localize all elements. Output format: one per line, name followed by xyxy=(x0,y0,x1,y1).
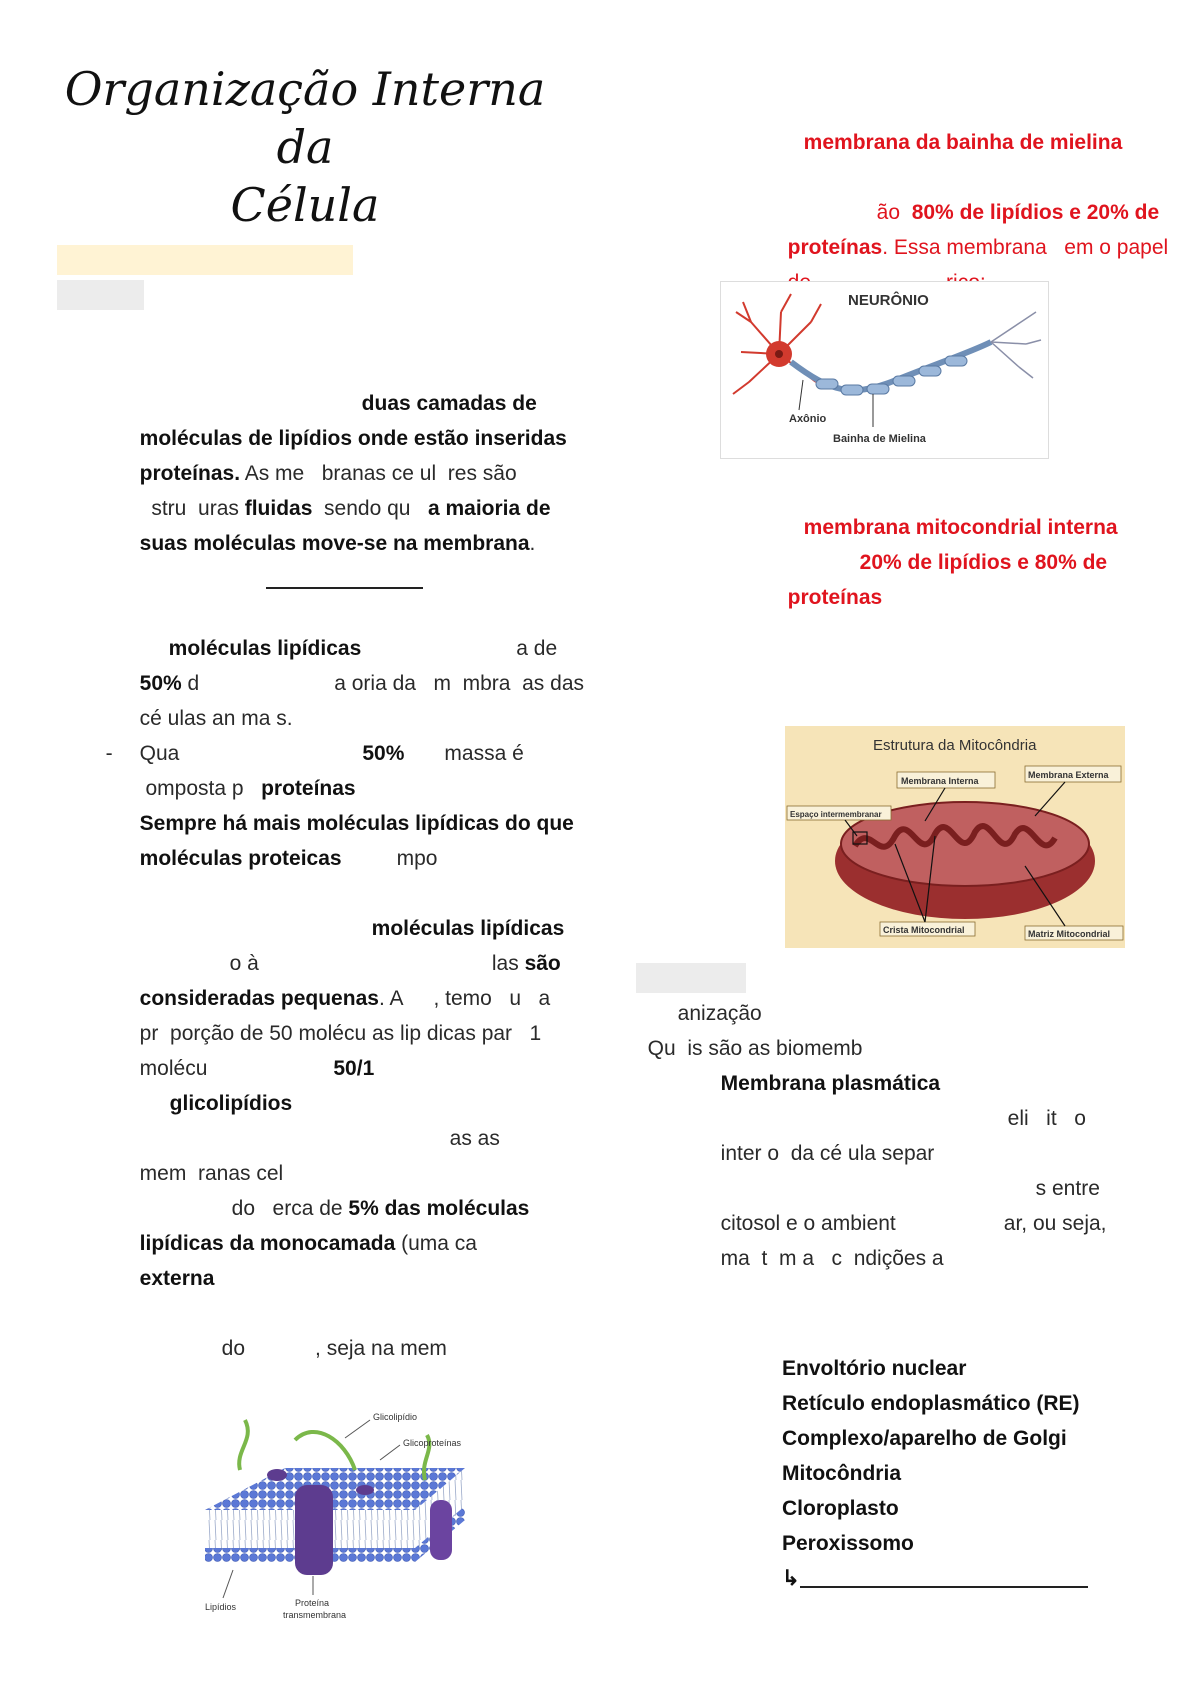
p3-line-6: glicolipídios xyxy=(169,1092,293,1115)
p2-line-4: Qua 50% massa é xyxy=(139,742,524,765)
list-item: Mitocôndria xyxy=(782,1462,901,1485)
label-glicolipidio: Glicolipídio xyxy=(373,1412,418,1422)
p1-line-3: proteínas. As me branas ce ul res são xyxy=(139,462,517,485)
cell-membrane-figure xyxy=(195,1400,505,1630)
page-title: Organização Interna da Célula xyxy=(64,62,546,232)
neuron-diagram xyxy=(721,282,1048,458)
p3-line-5: molécu 50/1 xyxy=(139,1057,375,1080)
list-item: Peroxissomo xyxy=(782,1532,914,1555)
subheading-highlight xyxy=(57,280,144,310)
p2-line-1: moléculas lipídicas a de xyxy=(168,637,558,660)
label-espaco: Espaço intermembranar xyxy=(790,810,882,819)
label-bainha: Bainha de Mielina xyxy=(833,433,926,445)
p1-line-4: stru uras fluidas sendo qu a maioria de xyxy=(139,497,551,520)
heading-underline xyxy=(266,587,423,589)
membrane-diagram xyxy=(195,1400,505,1630)
blank-answer-line xyxy=(800,1586,1088,1588)
arrow-icon: ↳ xyxy=(782,1567,800,1590)
r-line-14: citosol e o ambient ar, ou seja, xyxy=(720,1212,1107,1235)
r-line-15: ma t m a c ndições a xyxy=(720,1247,944,1270)
label-matriz: Matriz Mitocondrial xyxy=(1028,929,1111,939)
r-line-7: proteínas xyxy=(787,586,883,609)
neuron-title: NEURÔNIO xyxy=(848,292,929,309)
r-line-1: membrana da bainha de mielina xyxy=(803,131,1123,154)
heading-highlight xyxy=(57,245,353,275)
p3-line-8: mem ranas cel xyxy=(139,1162,284,1185)
p1-line-5: suas moléculas move-se na membrana. xyxy=(139,532,536,555)
label-axonio: Axônio xyxy=(789,413,827,425)
r-line-2: ão 80% de lipídios e 20% de xyxy=(876,201,1160,224)
r-line-5: membrana mitocondrial interna xyxy=(803,516,1118,539)
mitochondria-diagram xyxy=(785,726,1125,948)
p3-line-11: externa xyxy=(139,1267,215,1290)
mitochondria-figure xyxy=(785,726,1125,948)
p3-line-3: consideradas pequenas. A , temo u a xyxy=(139,987,551,1010)
r-line-9: Qu is são as biomemb xyxy=(647,1037,863,1060)
label-membrana-interna: Membrana Interna xyxy=(901,776,979,786)
p2-line-7: moléculas proteicas mpo xyxy=(139,847,438,870)
p2-line-6: Sempre há mais moléculas lipídicas do que xyxy=(139,812,574,835)
p3-line-10: lipídicas da monocamada (uma ca xyxy=(139,1232,477,1255)
transmembrane-protein xyxy=(295,1485,333,1575)
r-line-11: eli it o xyxy=(1007,1107,1086,1130)
list-item: Complexo/aparelho de Golgi xyxy=(782,1427,1067,1450)
r-line-6: 20% de lipídios e 80% de xyxy=(859,551,1108,574)
label-transmembrana: transmembrana xyxy=(283,1610,347,1620)
p3-line-9: do erca de 5% das moléculas xyxy=(231,1197,530,1220)
p2-line-2: 50% d a oria da m mbra as das xyxy=(139,672,584,695)
r-line-12: inter o da cé ula separ xyxy=(720,1142,935,1165)
r-line-13: s entre xyxy=(1035,1177,1100,1200)
p2-bullet-dash: - xyxy=(105,742,113,765)
axon-terminals xyxy=(991,312,1041,378)
label-proteina: Proteína xyxy=(295,1598,330,1608)
p2-line-3: cé ulas an ma s. xyxy=(139,707,293,730)
r-line-3: proteínas. Essa membrana em o papel xyxy=(787,236,1169,259)
list-item: Cloroplasto xyxy=(782,1497,899,1520)
p3-line-4: pr porção de 50 molécu as lip dicas par 1 xyxy=(139,1022,542,1045)
p3-line-12: do , seja na mem xyxy=(221,1337,447,1360)
glycolipid-chain xyxy=(239,1420,248,1470)
neuron-figure xyxy=(720,281,1049,459)
p3-line-2: o à las são xyxy=(229,952,561,975)
r-line-8: anização xyxy=(677,1002,762,1025)
p1-line-1: duas camadas de xyxy=(361,392,537,415)
list-item: Envoltório nuclear xyxy=(782,1357,967,1380)
label-crista: Crista Mitocondrial xyxy=(883,925,965,935)
p2-line-5: omposta p proteínas xyxy=(139,777,356,800)
label-membrana-externa: Membrana Externa xyxy=(1028,770,1109,780)
p3-line-1: moléculas lipídicas xyxy=(371,917,565,940)
r-line-10: Membrana plasmática xyxy=(720,1072,941,1095)
p1-line-2: moléculas de lipídios onde estão inseridas xyxy=(139,427,567,450)
p3-line-7: as as xyxy=(449,1127,500,1150)
list-item: Retículo endoplasmático (RE) xyxy=(782,1392,1080,1415)
label-lipidios: Lipídios xyxy=(205,1602,237,1612)
mito-title: Estrutura da Mitocôndria xyxy=(873,737,1037,754)
label-glicoproteinas: Glicoproteínas xyxy=(403,1438,462,1448)
